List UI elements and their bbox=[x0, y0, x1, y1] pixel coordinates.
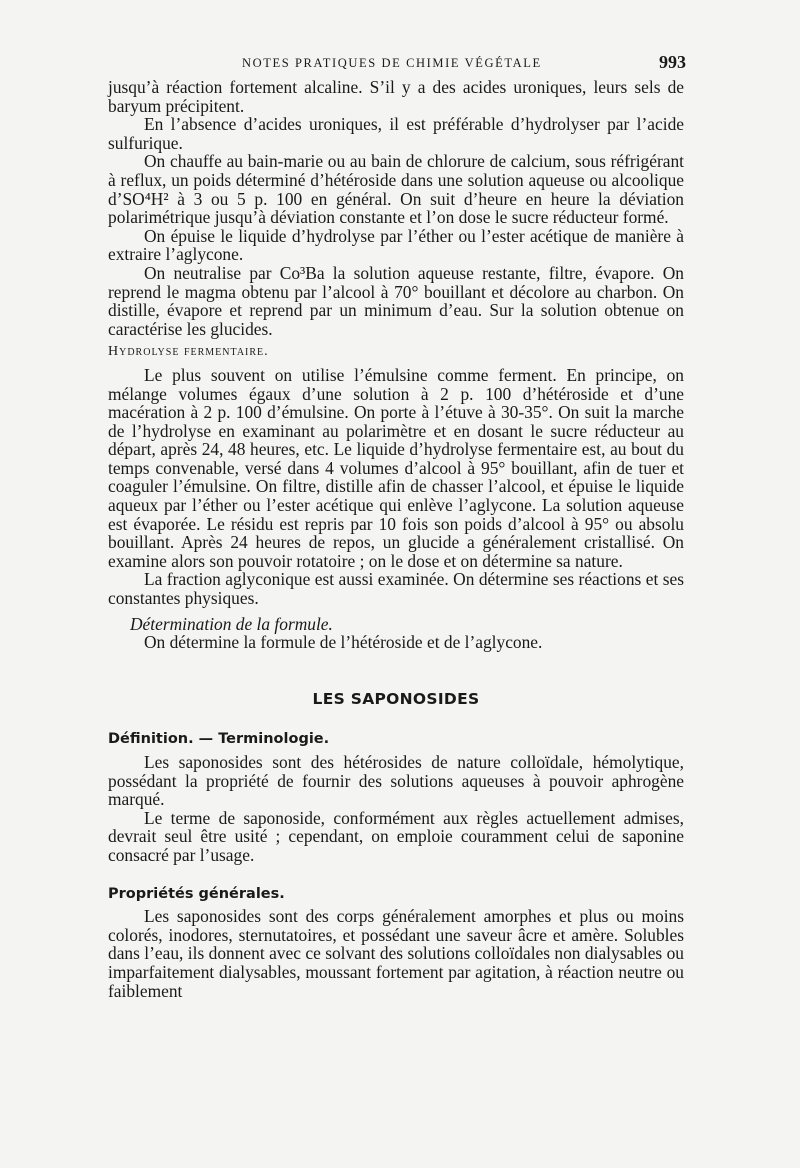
paragraph: La fraction aglyconique est aussi examinée. On détermine ses réactions et ses constantes physiques. bbox=[108, 569, 684, 609]
paragraph: jusqu’à réaction fortement alcaline. S’il y a des acides uroniques, leurs sels de baryum précipitent. bbox=[108, 77, 684, 116]
paragraph: On détermine la formule de l’hétéroside et de l’aglycone. bbox=[144, 632, 543, 653]
definition-heading: Définition. — Terminologie. bbox=[108, 731, 330, 748]
paragraph: Les saponosides sont des hétérosides de nature colloïdale, hémolytique, possédant la propriété de fournir des solutions aqueuses à pouvoir aphrogène marqué. bbox=[108, 752, 684, 810]
running-title: NOTES PRATIQUES DE CHIMIE VÉGÉTALE bbox=[242, 56, 542, 70]
paragraph: Le terme de saponoside, conformément aux règles actuellement admises, devrait seul être usité ; cependant, on emploie couramment celui de saponine consacré par l’usage. bbox=[108, 807, 684, 865]
hydrolyse-fermentaire-heading: Hydrolyse fermentaire. bbox=[108, 344, 269, 360]
paragraph: Le plus souvent on utilise l’émulsine comme ferment. En principe, on mélange volumes égaux d’une solution à 2 p. 100 d’hétéroside et d’une macération à 2 p. 100 d’émulsine. On porte à l’étuve à 30-35°. On suit la marche de l’hydrolyse en examinant au polarimètre et en dosant le sucre réducteur au départ, après 24, 48 heures, etc. Le liquide d’hydrolyse fermentaire est, au bout du temps convenable, versé dans 4 volumes d’alcool à 95° bouillant, afin de tuer et coaguler l’émulsine. On filtre, distille afin de chasser l’alcool, et épuise le liquide aqueux par l’éther ou l’ester acétique qui enlève l’aglycone. La solution aqueuse est évaporée. Le résidu est repris par 10 fois son poids d’alcool à 95° ou absolu bouillant. Après 24 heures de repos, un glucide a généralement cristallisé. On examine alors son pouvoir rotatoire ; on le dose et on détermine sa nature. bbox=[108, 364, 684, 571]
paragraph: En l’absence d’acides uroniques, il est préférable d’hydrolyser par l’acide sulfurique. bbox=[108, 114, 684, 153]
paragraph: On épuise le liquide d’hydrolyse par l’éther ou l’ester acétique de manière à extraire l’aglycone. bbox=[108, 225, 684, 265]
paragraph: On chauffe au bain-marie ou au bain de chlorure de calcium, sous réfrigérant à reflux, un poids déterminé d’hétéroside dans une solution aqueuse ou alcoolique d’SO⁴H² à 3 ou 5 p. 100 en général. On suit d’heure en heure la déviation polarimétrique jusqu’à déviation constante et l’on dose le sucre réducteur formé. bbox=[108, 151, 684, 228]
page bbox=[108, 52, 684, 1000]
page-header bbox=[108, 52, 684, 78]
paragraph: Les saponosides sont des corps généralement amorphes et plus ou moins colorés, inodores, sternutatoires, et possédant une saveur âcre et amère. Solubles dans l’eau, ils donnent avec ce solvant des solutions colloïdales non dialysables ou imparfaitement dialysables, moussant fortement par agitation, à réaction neutre ou faiblement bbox=[108, 906, 684, 1001]
page-number: 993 bbox=[659, 52, 686, 72]
paragraph: On neutralise par Co³Ba la solution aqueuse restante, filtre, évapore. On reprend le magma obtenu par l’alcool à 70° bouillant et décolore au charbon. On distille, évapore et reprend par un minimum d’eau. Sur la solution obtenue on caractérise les glucides. bbox=[108, 262, 684, 339]
proprietes-heading: Propriétés générales. bbox=[108, 885, 285, 902]
formule-heading: Détermination de la formule. bbox=[130, 613, 333, 634]
section-title: LES SAPONOSIDES bbox=[312, 689, 480, 708]
subsection-heading bbox=[108, 343, 684, 362]
body-text bbox=[108, 78, 684, 1000]
